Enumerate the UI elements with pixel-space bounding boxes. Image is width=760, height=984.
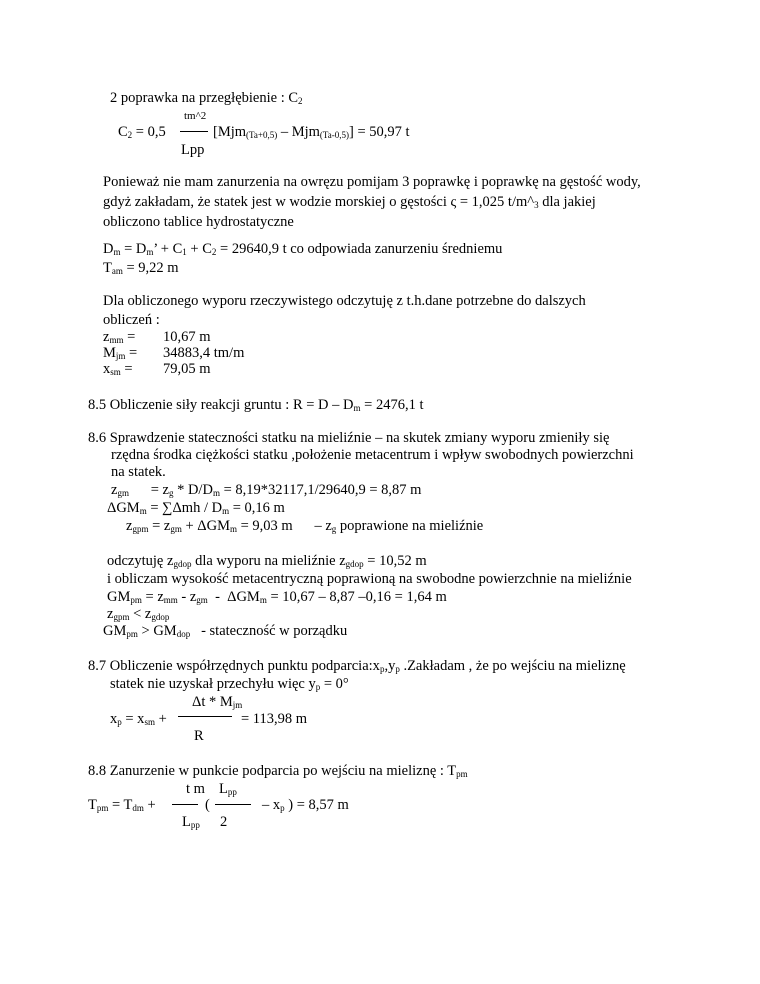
section-8-7-line2: statek nie uzyskał przechyłu więc $y_p = 0^\circ$ (110, 676, 349, 692)
paragraph-read-values-line2: obliczeń : (103, 312, 160, 328)
tpm-frac2-numerator: $L_{pp}$ (219, 781, 237, 797)
eq-zgdop-read: odczytuję $z_{gdop}$ dla wyporu na mieliźnie $z_{gdop} = 10,52$ m (107, 553, 427, 569)
eq-zgpm-lt-zgdop: $z_{gpm} < z_{gdop}$ (107, 606, 170, 622)
dm-equation: $D_m = D_m$’ + $C_1 + C_2 = 29640,9$ t co odpowiada zanurzeniu średniemu (103, 241, 503, 257)
section-8-6-line1: 8.6 Sprawdzenie stateczności statku na mieliźnie – na skutek zmiany wyporu zmieniły się (88, 430, 610, 446)
xp-result: = 113,98 m (241, 711, 308, 727)
c2-frac-numerator: tm^2 (184, 110, 207, 122)
c2-heading-text: 2 poprawka na przegłębienie : C (110, 90, 299, 106)
eq-delta-gm: $\Delta GM_m = \sum\Delta mh / D_m = 0,16$ m (107, 500, 285, 516)
tpm-frac1-numerator: t m (186, 781, 205, 797)
xp-equation-lhs: $x_p = x_{sm}$ + (110, 711, 167, 727)
tpm-tail: – $x_p$ ) = 8,57 m (262, 797, 349, 813)
c2-lhs-sub: 2 (127, 130, 133, 140)
section-8-6-line2: rzędna środka ciężkości statku ,położenie metacentrum i wpływ swobodnych powierzchni (111, 447, 634, 463)
paragraph-read-values-line1: Dla obliczonego wyporu rzeczywistego odczytuję z t.h.dane potrzebne do dalszych (103, 293, 586, 309)
value-row-mjm: $M_{jm} = 34883,4$ tm/m (103, 345, 245, 361)
section-8-6-metacentric-text: i obliczam wysokość metacentryczną poprawioną na swobodne powierzchnie na mieliźnie (107, 571, 632, 587)
eq-zgm: $z_{gm}$ = $z_g * D/D_m = 8,19*32117,1/29640,9 = 8,87$ m (111, 482, 422, 498)
tpm-frac1-denominator: $L_{pp}$ (182, 814, 200, 830)
paragraph-density-line1: Ponieważ nie mam zanurzenia na owręzu pomijam 3 poprawkę i poprawkę na gęstość wody, (103, 174, 641, 190)
tpm-fraction1-bar (172, 804, 198, 805)
tpm-paren-open: ( (205, 797, 210, 813)
section-8-7-line1: 8.7 Obliczenie współrzędnych punktu $podparcia:x_p,y_p$ .Zakładam , że po wejściu na mieliznę (88, 658, 626, 674)
c2-heading (110, 90, 303, 107)
section-8-5: 8.5 Obliczenie siły reakcji gruntu : $R = D - D_m = 2476,1$ t (88, 397, 424, 413)
paragraph-density (103, 172, 641, 232)
tam-equation: $T_{am} = 9,22$ m (103, 260, 179, 276)
xp-fraction-bar (178, 716, 232, 717)
c2-bracket-close: ] = 50,97 t (349, 124, 410, 140)
c2-equation-bracket (213, 124, 410, 141)
paragraph-read-values (103, 292, 586, 330)
eq-gmpm: $GM_{pm} = z_{mm} - z_{gm} - \Delta GM_m = 10,67 - 8,87$ –0,16 = 1,64 m (107, 589, 447, 605)
xp-frac-denominator: R (194, 728, 204, 744)
eq-gmpm-gt-gmdop: $GM_{pm} > GM_{dop}$ - stateczność w porządku (103, 623, 348, 639)
c2-equation-lhs (118, 124, 166, 141)
value-row-zmm: $z_{mm} = 10,67$ m (103, 329, 211, 345)
c2-bracket-sub1: (Ta+0,5) (246, 130, 278, 140)
paragraph-density-line3: obliczono tablice hydrostatyczne (103, 214, 294, 230)
section-8-6-line3: na statek. (111, 464, 166, 480)
tpm-fraction2-bar (215, 804, 251, 805)
c2-frac-denominator: Lpp (181, 142, 205, 158)
c2-lhs-rest: = 0,5 (132, 124, 166, 140)
c2-fraction-bar (180, 131, 208, 132)
rho-symbol: ς (450, 194, 457, 210)
section-8-8-heading: 8.8 Zanurzenie w punkcie podparcia po wejściu na mieliznę : $T_{pm}$ (88, 763, 468, 779)
value-row-xsm: $x_{sm} = 79,05$ m (103, 361, 211, 377)
c2-lhs-symbol: C (118, 124, 128, 140)
eq-zgpm: $z_{gpm} = z_{gm} + \Delta GM_m = 9,03$ m – $z_g$ poprawione na mieliźnie (126, 518, 484, 534)
c2-heading-sub: 2 (298, 96, 303, 106)
paragraph-density-line2: gdyż zakładam, że statek jest w wodzie morskiej o gęstości ς = 1,025 $t/m\^{}_3$ dla jakiej (103, 194, 596, 210)
c2-bracket-open: [Mjm (213, 124, 247, 140)
tpm-equation-lhs: $T_{pm} = T_{dm}$ + (88, 797, 156, 813)
c2-bracket-mid: – Mjm (277, 124, 320, 140)
c2-bracket-sub2: (Ta-0,5) (319, 130, 350, 140)
tpm-frac2-denominator: 2 (220, 814, 228, 830)
xp-frac-numerator: Δt * $M_{jm}$ (192, 694, 243, 710)
